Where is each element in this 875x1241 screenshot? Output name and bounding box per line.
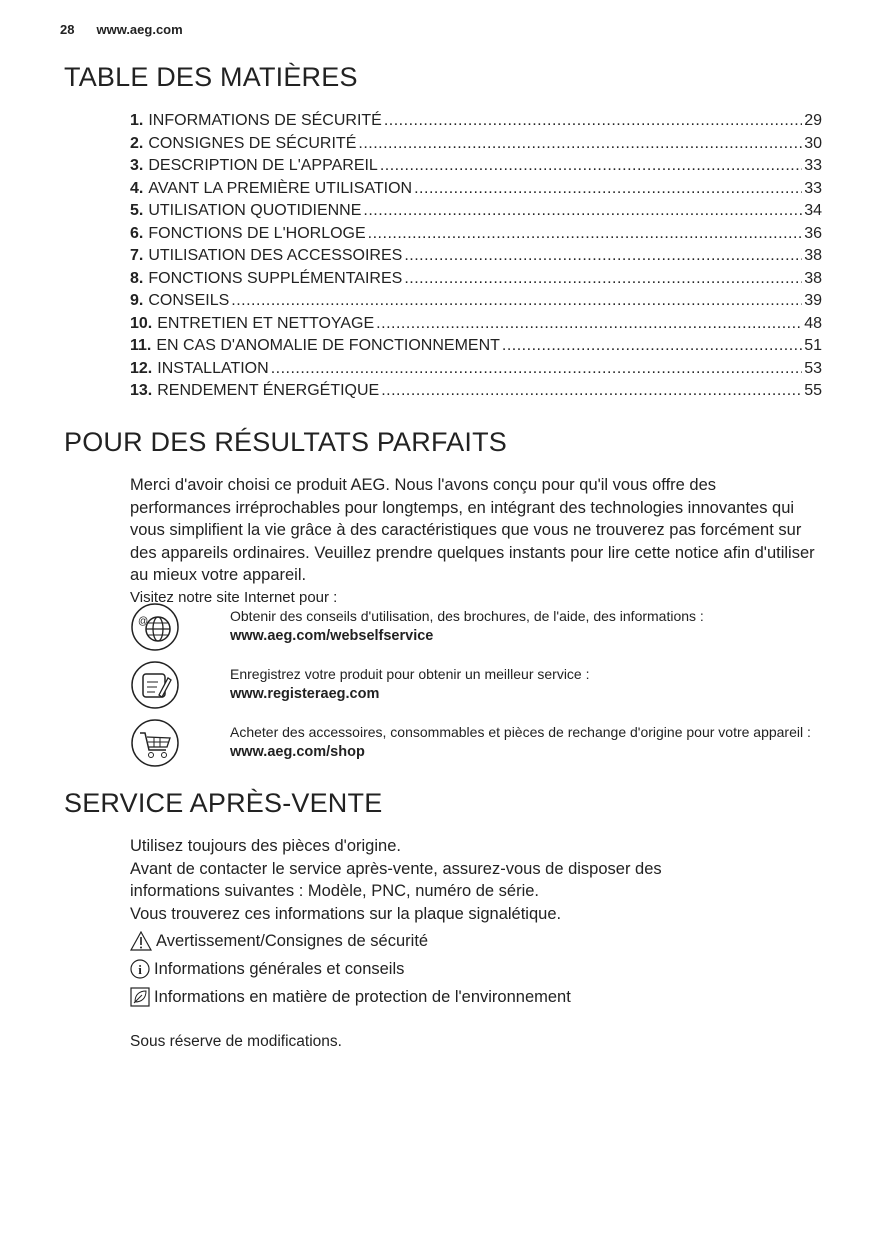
toc-page: 36 (804, 224, 822, 242)
intro-paragraph: Merci d'avoir choisi ce produit AEG. Nous l'avons conçu pour qu'il vous offre des performances irréprochables pour longtemps, en intégrant des technologies innovantes qui vous simplifient la vie grâce à des caractéristiques que vous ne trouverez pas forcément sur des appareils ordinaires. Veuillez prendre quelques instants pour lire cette notice afin d'utiliser au mieux votre appareil. (130, 476, 815, 584)
toc-title: TABLE DES MATIÈRES (64, 62, 358, 92)
toc-item[interactable] (130, 155, 822, 178)
webselfservice-link[interactable]: www.aeg.com/webselfservice (230, 628, 434, 644)
leaf-icon (130, 987, 150, 1007)
legend-label: Informations en matière de protection de l'environnement (154, 987, 571, 1006)
service-text: Acheter des accessoires, consommables et pièces de rechange d'origine pour votre appareil : (230, 724, 811, 740)
toc-number: 5. (130, 202, 144, 219)
toc-label: FONCTIONS SUPPLÉMENTAIRES (148, 269, 403, 287)
legend-label: Avertissement/Consignes de sécurité (156, 931, 429, 950)
svg-text:i: i (138, 962, 142, 977)
dot-leader (231, 290, 802, 313)
intro-text (130, 474, 820, 609)
info-icon (130, 959, 150, 979)
toc-item[interactable] (130, 313, 822, 336)
dot-leader (384, 110, 802, 133)
toc-page: 38 (804, 247, 822, 264)
toc-label: UTILISATION DES ACCESSOIRES (148, 247, 403, 264)
toc-item[interactable] (130, 245, 822, 268)
dot-leader (502, 335, 802, 358)
toc-page: 29 (804, 112, 822, 129)
toc-page: 55 (804, 382, 822, 399)
cart-icon (130, 718, 180, 768)
page-header (60, 22, 183, 37)
toc-label: RENDEMENT ÉNERGÉTIQUE (157, 382, 380, 399)
toc-label: INSTALLATION (157, 359, 269, 377)
dot-leader (380, 155, 802, 178)
toc-item[interactable] (130, 380, 822, 403)
shop-link[interactable]: www.aeg.com/shop (230, 744, 365, 760)
text-line: Utilisez toujours des pièces d'origine. (130, 837, 401, 855)
toc-item[interactable] (130, 335, 822, 358)
svg-text:@: @ (138, 616, 149, 627)
warning-icon (130, 931, 152, 951)
toc-label: UTILISATION QUOTIDIENNE (148, 202, 362, 219)
legend-item (130, 955, 820, 983)
toc-page: 39 (804, 292, 822, 309)
toc-number: 6. (130, 224, 144, 242)
site-url: www.aeg.com (96, 22, 183, 37)
results-title: POUR DES RÉSULTATS PARFAITS (64, 427, 507, 457)
toc-label: AVANT LA PREMIÈRE UTILISATION (148, 179, 413, 197)
toc-page: 38 (804, 269, 822, 287)
dot-leader (376, 313, 802, 336)
toc-label: EN CAS D'ANOMALIE DE FONCTIONNEMENT (156, 337, 500, 354)
toc-label: CONSIGNES DE SÉCURITÉ (148, 134, 357, 152)
after-sales-title: SERVICE APRÈS-VENTE (64, 788, 383, 818)
dot-leader (381, 380, 802, 403)
service-text: Enregistrez votre produit pour obtenir un meilleur service : (230, 666, 590, 682)
footer-note: Sous réserve de modifications. (130, 1033, 342, 1050)
toc-number: 9. (130, 292, 144, 309)
toc-page: 51 (804, 337, 822, 354)
legend-item (130, 927, 820, 955)
toc-item[interactable] (130, 200, 822, 223)
dot-leader (414, 178, 802, 201)
toc-item[interactable] (130, 223, 822, 246)
toc-number: 7. (130, 247, 144, 264)
toc-page: 33 (804, 157, 822, 174)
toc-label: FONCTIONS DE L'HORLOGE (148, 224, 366, 242)
toc-label: DESCRIPTION DE L'APPAREIL (148, 157, 378, 174)
text-line: Vous trouverez ces informations sur la plaque signalétique. (130, 904, 562, 923)
toc-page: 30 (804, 134, 822, 152)
toc-label: INFORMATIONS DE SÉCURITÉ (148, 112, 382, 129)
toc-item[interactable] (130, 178, 822, 201)
toc-number: 11. (130, 337, 152, 354)
dot-leader (358, 133, 802, 156)
dot-leader (404, 268, 802, 291)
toc-item[interactable] (130, 290, 822, 313)
toc-label: CONSEILS (148, 292, 230, 309)
register-icon (130, 660, 180, 710)
toc-number: 2. (130, 134, 144, 152)
service-item (130, 718, 820, 768)
service-item (130, 660, 820, 710)
service-item (130, 602, 820, 652)
toc-number: 1. (130, 112, 144, 129)
visit-text: Visitez notre site Internet pour : (130, 588, 338, 606)
register-link[interactable]: www.registeraeg.com (230, 686, 380, 702)
toc-number: 10. (130, 314, 153, 332)
toc-label: ENTRETIEN ET NETTOYAGE (157, 314, 375, 332)
service-list (130, 602, 820, 776)
text-line: Avant de contacter le service après-vente, assurez-vous de disposer des informations suivantes : Modèle, PNC, numéro de série. (130, 859, 662, 900)
toc-page: 48 (804, 314, 822, 332)
dot-leader (271, 358, 803, 381)
dot-leader (368, 223, 803, 246)
service-text: Obtenir des conseils d'utilisation, des brochures, de l'aide, des informations : (230, 608, 704, 624)
globe-icon (130, 602, 180, 652)
dot-leader (363, 200, 802, 223)
toc-number: 4. (130, 179, 144, 197)
dot-leader (404, 245, 802, 268)
toc-number: 8. (130, 269, 144, 287)
after-sales-text (130, 835, 820, 1054)
legend-item (130, 983, 820, 1011)
legend-label: Informations générales et conseils (154, 959, 405, 978)
toc-page: 53 (804, 359, 822, 377)
toc-item[interactable] (130, 110, 822, 133)
toc-number: 12. (130, 359, 153, 377)
toc-item[interactable] (130, 358, 822, 381)
toc-item[interactable] (130, 133, 822, 156)
toc-page: 33 (804, 179, 822, 197)
toc-number: 13. (130, 382, 153, 399)
toc-item[interactable] (130, 268, 822, 291)
page-number: 28 (60, 22, 75, 37)
toc-number: 3. (130, 157, 144, 174)
toc-page: 34 (804, 202, 822, 219)
table-of-contents (130, 110, 822, 403)
